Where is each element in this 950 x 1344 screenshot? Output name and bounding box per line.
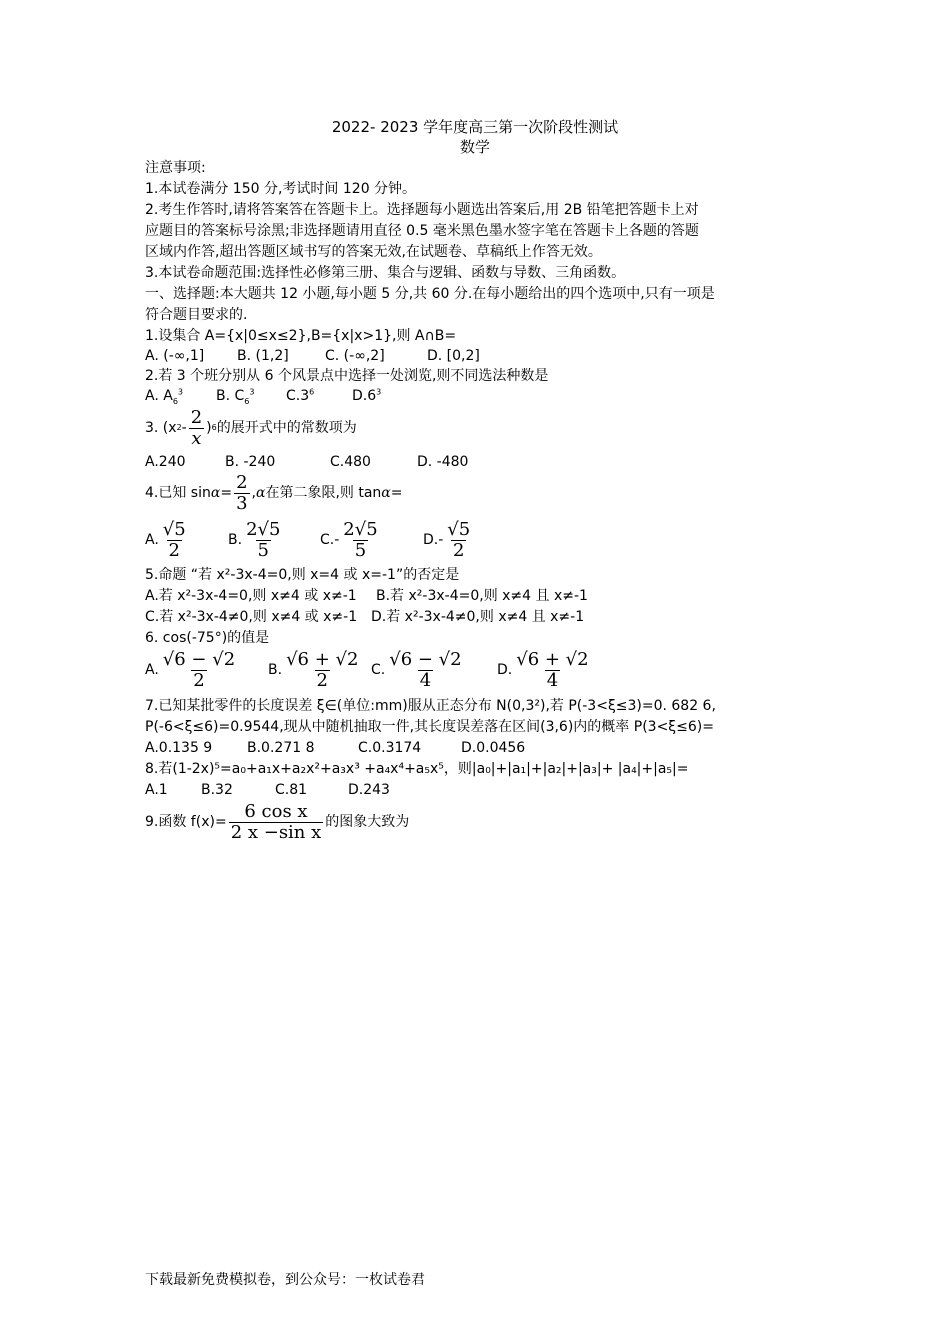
q7-option-a: A.0.135 9 — [145, 740, 213, 756]
q6-option-b: B. $\frac{√6 + √2}{2}$ — [268, 648, 359, 691]
q2-option-c: $C.3^6$ — [286, 387, 315, 404]
q7-option-b: B.0.271 8 — [247, 740, 315, 756]
q6-option-d: D. $\frac{√6 + √2}{4}$ — [497, 648, 589, 691]
q2-option-b: B. $C_6^3$ — [216, 387, 255, 406]
q8-option-a: A.1 — [145, 782, 168, 798]
q4-option-a: A. $\frac{√5}{2}$ — [145, 518, 186, 561]
q5-option-c: C.若 x²-3x-4≠0,则 x≠4 或 x≠-1 — [145, 609, 358, 625]
q4-option-c: C.- $\frac{2√5}{5}$ — [320, 518, 378, 561]
q4-fraction: $\frac{2}{3}$ — [236, 471, 248, 514]
q1-option-b: B. (1,2] — [237, 348, 289, 364]
note-line: 2.考生作答时,请将答案答在答题卡上。选择题每小题选出答案后,用 2B 铅笔把答题卡上对 — [145, 202, 699, 218]
note-line: 3.本试卷命题范围:选择性必修第三册、集合与逻辑、函数与导数、三角函数。 — [145, 265, 626, 281]
q1-option-a: A. (-∞,1] — [145, 348, 205, 364]
q3-option-b: B. -240 — [225, 454, 276, 470]
q5-option-a: A.若 x²-3x-4=0,则 x≠4 或 x≠-1 — [145, 588, 357, 604]
q3-option-a: A.240 — [145, 454, 186, 470]
question-5-stem: 5.命题 “若 x²-3x-4=0,则 x=4 或 x=-1”的否定是 — [145, 567, 460, 583]
question-2-stem: 2.若 3 个班分别从 6 个风景点中选择一处浏览,则不同选法种数是 — [145, 368, 549, 384]
note-line: 区域内作答,超出答题区域书写的答案无效,在试题卷、草稿纸上作答无效。 — [145, 244, 602, 260]
q7-option-d: D.0.0456 — [461, 740, 526, 756]
question-7-stem: 7.已知某批零件的长度误差 ξ∈(单位:mm)服从正态分布 N(0,3²),若 P(-3<ξ≤3)=0. 682 6, — [145, 698, 716, 714]
q2-option-a: A. $A_6^3$ — [145, 387, 183, 406]
q6-option-a: A. $\frac{√6 - √2}{2}$ — [145, 648, 236, 691]
q8-option-b: B.32 — [201, 782, 233, 798]
question-6-stem: 6. cos(-75°)的值是 — [145, 630, 270, 646]
q8-option-c: C.81 — [275, 782, 308, 798]
q4-option-b: B. $\frac{2√5}{5}$ — [228, 518, 281, 561]
q5-option-b: B.若 x²-3x-4=0,则 x≠4 且 x≠-1 — [376, 588, 588, 604]
question-9-stem: 9.函数 f(x)= $\frac{\text{6 cos x}}{\text{2 x −sin x}}$ 的图象大致为 — [145, 800, 410, 843]
q3-fraction: $\frac{2}{x}$ — [190, 406, 203, 449]
q7-option-c: C.0.3174 — [358, 740, 422, 756]
question-3-stem: 3. (x 2 - $\frac{2}{x}$ ) 6 的展开式中的常数项为 — [145, 406, 357, 449]
note-line: 1.本试卷满分 150 分,考试时间 120 分钟。 — [145, 181, 417, 197]
question-1-stem: 1.设集合 A={x|0≤x≤2},B={x|x>1},则 A∩B= — [145, 328, 457, 344]
footer-note: 下载最新免费模拟卷，到公众号：一枚试卷君 — [145, 1272, 425, 1288]
question-7-stem-cont: P(-6<ξ≤6)=0.9544,现从中随机抽取一件,其长度误差落在区间(3,6)内的概率 P(3<ξ≤6)= — [145, 719, 714, 735]
section-heading: 一、选择题:本大题共 12 小题,每小题 5 分,共 60 分.在每小题给出的四个选项中,只有一项是 — [145, 286, 715, 302]
q3-option-d: D. -480 — [417, 454, 469, 470]
q8-option-d: D.243 — [348, 782, 390, 798]
exam-title: 2022- 2023 学年度高三第一次阶段性测试 — [331, 118, 619, 136]
note-line: 应题目的答案标号涂黑;非选择题请用直径 0.5 毫米黑色墨水签字笔在答题卡上各题的答题 — [145, 223, 699, 239]
q4-option-d: D.- $\frac{√5}{2}$ — [423, 518, 471, 561]
section-heading-cont: 符合题目要求的. — [145, 307, 248, 323]
q5-option-d: D.若 x²-3x-4≠0,则 x≠4 且 x≠-1 — [371, 609, 585, 625]
q9-fraction: $\frac{\text{6 cos x}}{\text{2 x −sin x}}$ — [230, 800, 322, 843]
exam-subject: 数学 — [459, 138, 490, 156]
q6-option-c: C. $\frac{√6 - √2}{4}$ — [371, 648, 462, 691]
q3-option-c: C.480 — [330, 454, 371, 470]
question-4-stem: 4.已知 sin α = $\frac{2}{3}$ , α 在第二象限,则 tan α = — [145, 471, 403, 514]
notes-heading: 注意事项: — [145, 160, 206, 176]
question-8-stem: 8.若(1-2x)⁵=a₀+a₁x+a₂x²+a₃x³ +a₄x⁴+a₅x⁵，则|a₀|+|a₁|+|a₂|+|a₃|+ |a₄|+|a₅|= — [145, 761, 689, 777]
q1-option-c: C. (-∞,2] — [325, 348, 385, 364]
q1-option-d: D. [0,2] — [427, 348, 480, 364]
q2-option-d: $D.6^3$ — [352, 387, 382, 404]
